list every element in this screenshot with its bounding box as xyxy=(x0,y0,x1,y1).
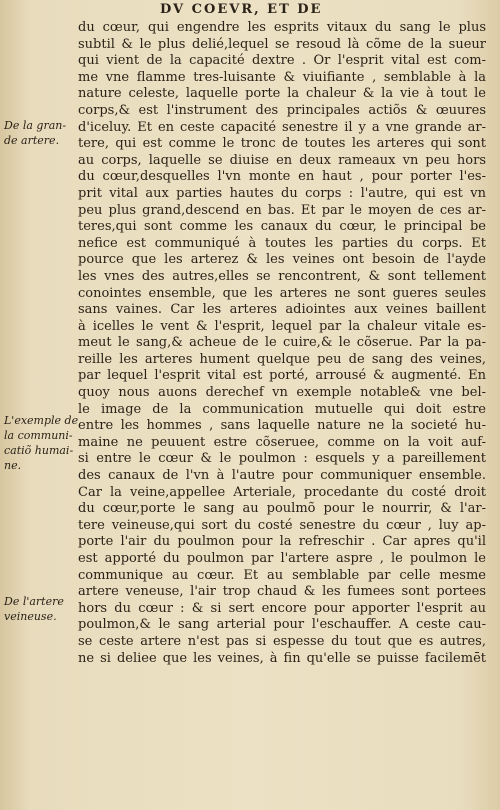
text-line: corps,& est l'instrument des principales actiõs & œuures xyxy=(78,102,486,118)
text-line: à icelles le vent & l'esprit, lequel par la chaleur vitale es- xyxy=(78,318,486,334)
margin-note-line: de artere. xyxy=(4,134,60,147)
margin-note-line: la communi- xyxy=(4,429,73,442)
margin-note-line: catiõ humai- xyxy=(4,444,74,457)
text-line: meut le sang,& acheue de le cuire,& le cõserue. Par la pa- xyxy=(78,335,486,351)
text-line: tere, qui est comme le tronc de toutes les arteres qui sont xyxy=(78,136,486,152)
text-line: au corps, laquelle se diuise en deux rameaux vn peu hors xyxy=(78,152,486,168)
text-line: tere veineuse,qui sort du costé senestre du cœur , luy ap- xyxy=(78,517,486,533)
margin-note-line: De l'artere xyxy=(4,595,64,608)
margin-note-communication xyxy=(4,413,82,473)
text-line: reille les arteres hument quelque peu de sang des veines, xyxy=(78,351,486,367)
text-line: subtil & le plus delié,lequel se resoud là cõme de la sueur xyxy=(78,36,486,52)
text-line: conointes ensemble, que les arteres ne sont gueres seules xyxy=(78,285,486,301)
text-line: quoy nous auons derechef vn exemple notable& vne bel- xyxy=(78,385,486,401)
text-line: le image de la communication mutuelle qui doit estre xyxy=(78,401,486,417)
text-line: Car la veine,appellee Arteriale, procedante du costé droit xyxy=(78,484,486,500)
text-line: est apporté du poulmon par l'artere aspre , le poulmon le xyxy=(78,551,486,566)
text-line: teres,qui sont comme les canaux du cœur, le principal be xyxy=(78,219,486,235)
margin-note-line: De la gran- xyxy=(4,119,67,132)
text-line: du cœur,desquelles l'vn monte en haut , pour porter l'es- xyxy=(78,169,486,185)
text-line: pource que les arterez & les veines ont besoin de l'ayde xyxy=(78,252,486,268)
text-line: d'iceluy. Et en ceste capacité senestre il y a vne grande ar- xyxy=(78,119,486,135)
text-line: me vne flamme tres-luisante & viuifiante , semblable à la xyxy=(78,69,486,85)
text-line: se ceste artere n'est pas si espesse du tout que es autres, xyxy=(78,633,486,649)
text-line: qui vient de la capacité dextre . Or l'esprit vital est com- xyxy=(78,53,486,69)
body-text xyxy=(78,20,486,667)
text-line: prit vital aux parties hautes du corps : l'autre, qui est vn xyxy=(78,185,486,201)
margin-note-line: veineuse. xyxy=(4,610,57,623)
margin-note-line: ne. xyxy=(4,459,22,472)
text-line: du cœur,porte le sang au poulmõ pour le nourrir, & l'ar- xyxy=(78,501,486,517)
text-line: poulmon,& le sang arterial pour l'eschauffer. A ceste cau- xyxy=(78,617,486,633)
text-line: des canaux de l'vn à l'autre pour communiquer ensemble. xyxy=(78,468,486,484)
text-line: hors du cœur : & si sert encore pour apporter l'esprit au xyxy=(78,600,486,616)
text-line: communique au cœur. Et au semblable par celle mesme xyxy=(78,567,486,583)
text-line: les vnes des autres,elles se rencontrent, & sont tellement xyxy=(78,268,486,284)
margin-note-grande-artere xyxy=(4,118,82,148)
text-line: du cœur, qui engendre les esprits vitaux du sang le plus xyxy=(78,20,486,35)
text-line: ne si deliee que les veines, à fin qu'elle se puisse facilemēt xyxy=(78,650,486,666)
text-line: porte l'air du poulmon pour la refreschir . Car apres qu'il xyxy=(78,534,486,550)
margin-notes xyxy=(0,0,80,810)
text-line: sans vaines. Car les arteres adiointes aux veines baillent xyxy=(78,302,486,318)
text-line: peu plus grand,descend en bas. Et par le moyen de ces ar- xyxy=(78,202,486,218)
running-head: DV COEVR, ET DE xyxy=(160,2,323,17)
text-line: maine ne peuuent estre cõseruee, comme on la voit auf- xyxy=(78,434,486,450)
text-line: par lequel l'esprit vital est porté, arrousé & augmenté. En xyxy=(78,368,486,384)
margin-note-line: L'exemple de xyxy=(4,414,79,427)
text-line: entre les hommes , sans laquelle nature ne la societé hu- xyxy=(78,418,486,434)
text-line: nature celeste, laquelle porte la chaleur & la vie à tout le xyxy=(78,86,486,102)
text-line: nefice est communiqué à toutes les parties du corps. Et xyxy=(78,235,486,251)
margin-note-artere-veineuse xyxy=(4,594,82,624)
text-line: si entre le cœur & le poulmon : esquels y a pareillement xyxy=(78,451,486,467)
text-line: artere veneuse, l'air trop chaud & les fumees sont portees xyxy=(78,584,486,600)
